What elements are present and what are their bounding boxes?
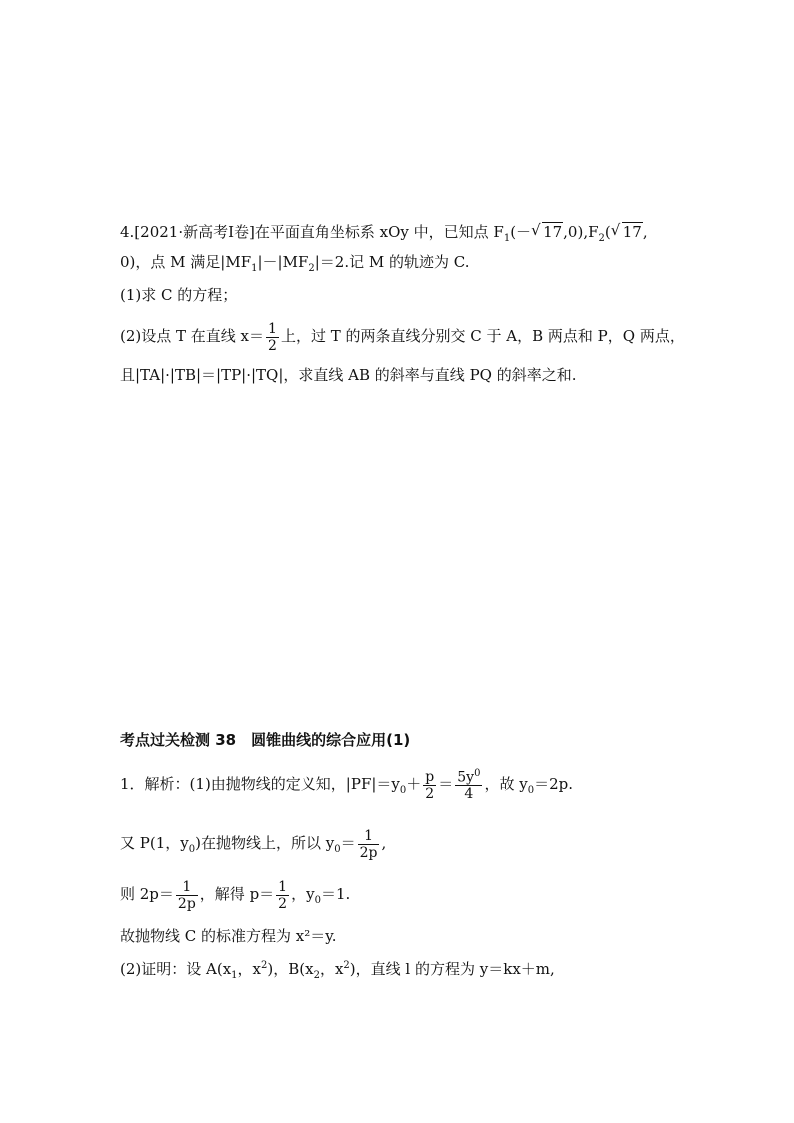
fraction-numerator: 1	[278, 878, 288, 895]
answer-line-5	[120, 956, 555, 986]
problem-text: (2)设点 T 在直线 x＝	[120, 327, 265, 345]
subscript: 2	[598, 233, 605, 244]
problem-text: ,0),F	[563, 223, 599, 241]
problem-text: |＝2.记 M 的轨迹为 C.	[314, 253, 470, 271]
numerator-text: 5y	[457, 769, 475, 786]
problem-text: (1)求 C 的方程；	[120, 286, 238, 304]
answer-line-3	[120, 874, 350, 921]
sqrt-expression	[611, 222, 643, 242]
answer-text: ,	[381, 834, 387, 852]
problem-text: |－|MF	[257, 253, 309, 271]
answer-text: ＝	[340, 834, 356, 852]
answer-line-1	[120, 764, 573, 811]
problem-part-1	[120, 285, 237, 305]
fraction-denominator: 2	[268, 337, 277, 354]
subscript: 0	[314, 895, 321, 906]
superscript: 2	[261, 960, 268, 971]
answer-text: 故抛物线 C 的标准方程为 x²＝y.	[120, 927, 337, 945]
fraction	[176, 880, 198, 911]
problem-part-2	[120, 318, 685, 354]
fraction-numerator: 1	[268, 320, 277, 337]
answer-text: ＝1.	[320, 885, 351, 903]
sqrt-expression	[531, 222, 563, 242]
fraction-numerator	[455, 769, 482, 787]
problem-line-1	[120, 222, 648, 249]
subscript: 2	[308, 263, 315, 274]
problem-text: 且|TA|·|TB|＝|TP|·|TQ|，求直线 AB 的斜率与直线 PQ 的斜率之和.	[120, 366, 577, 384]
subscript: 0	[399, 785, 407, 796]
radicand: 17	[622, 223, 642, 241]
answer-text: )，B(x	[267, 960, 314, 978]
fraction-denominator: 2	[425, 785, 435, 802]
subscript: 1	[231, 970, 238, 981]
answer-text: (2)证明：设 A(x	[120, 960, 232, 978]
problem-text: (－	[510, 223, 532, 241]
fraction	[423, 770, 436, 801]
answer-text: ，故 y	[484, 775, 528, 793]
answer-text: 1．解析：(1)由抛物线的定义知，|PF|＝y	[120, 775, 400, 793]
problem-text: 0)，点 M 满足|MF	[120, 253, 252, 271]
fraction-numerator: 1	[358, 829, 380, 845]
problem-text: ,	[642, 223, 648, 241]
radicand: 17	[543, 223, 563, 241]
answer-text: ＝	[438, 775, 454, 793]
problem-part-2-line-2	[120, 365, 577, 385]
fraction-numerator: p	[425, 768, 435, 785]
heading-text: 考点过关检测 38 圆锥曲线的综合应用(1)	[120, 731, 411, 749]
fraction-denominator: 2	[278, 895, 288, 912]
fraction	[358, 829, 380, 860]
subscript: 0	[527, 785, 535, 796]
answer-line-4	[120, 926, 337, 946]
radical-sign-icon: √	[610, 221, 621, 239]
fraction	[266, 322, 279, 353]
radical-sign-icon: √	[531, 221, 541, 239]
subscript: 1	[251, 263, 258, 274]
problem-text: 4.[2021·新高考Ⅰ卷]在平面直角坐标系 xOy 中，已知点 F	[120, 223, 504, 241]
fraction	[276, 880, 289, 911]
answer-text: )，直线 l 的方程为 y＝kx＋m,	[349, 960, 555, 978]
answer-text: ＝2p.	[534, 775, 573, 793]
subscript: 0	[188, 844, 196, 855]
fraction-denominator: 2p	[177, 895, 196, 912]
fraction	[455, 769, 482, 802]
fraction-denominator: 2p	[359, 844, 378, 861]
answer-text: 又 P(1，y	[120, 834, 189, 852]
answer-text: ＋	[406, 775, 422, 793]
fraction-denominator: 4	[464, 786, 474, 803]
answer-text: ，x	[319, 960, 344, 978]
answer-text: ，x	[237, 960, 262, 978]
problem-text: 上，过 T 的两条直线分别交 C 于 A，B 两点和 P，Q 两点，	[280, 327, 685, 345]
subscript: 2	[313, 970, 320, 981]
answer-text: 则 2p＝	[120, 885, 174, 903]
superscript: 2	[343, 960, 350, 971]
answer-text: ，y	[291, 885, 315, 903]
answer-line-2	[120, 823, 386, 870]
fraction-numerator: 1	[176, 880, 198, 896]
problem-line-2	[120, 252, 470, 279]
superscript: 0	[474, 767, 481, 779]
section-heading	[120, 730, 410, 750]
problem-text: (	[604, 223, 611, 241]
subscript: 1	[503, 233, 511, 244]
answer-text: ，解得 p＝	[199, 885, 275, 903]
answer-text: )在抛物线上，所以 y	[195, 834, 335, 852]
subscript: 0	[334, 844, 341, 855]
